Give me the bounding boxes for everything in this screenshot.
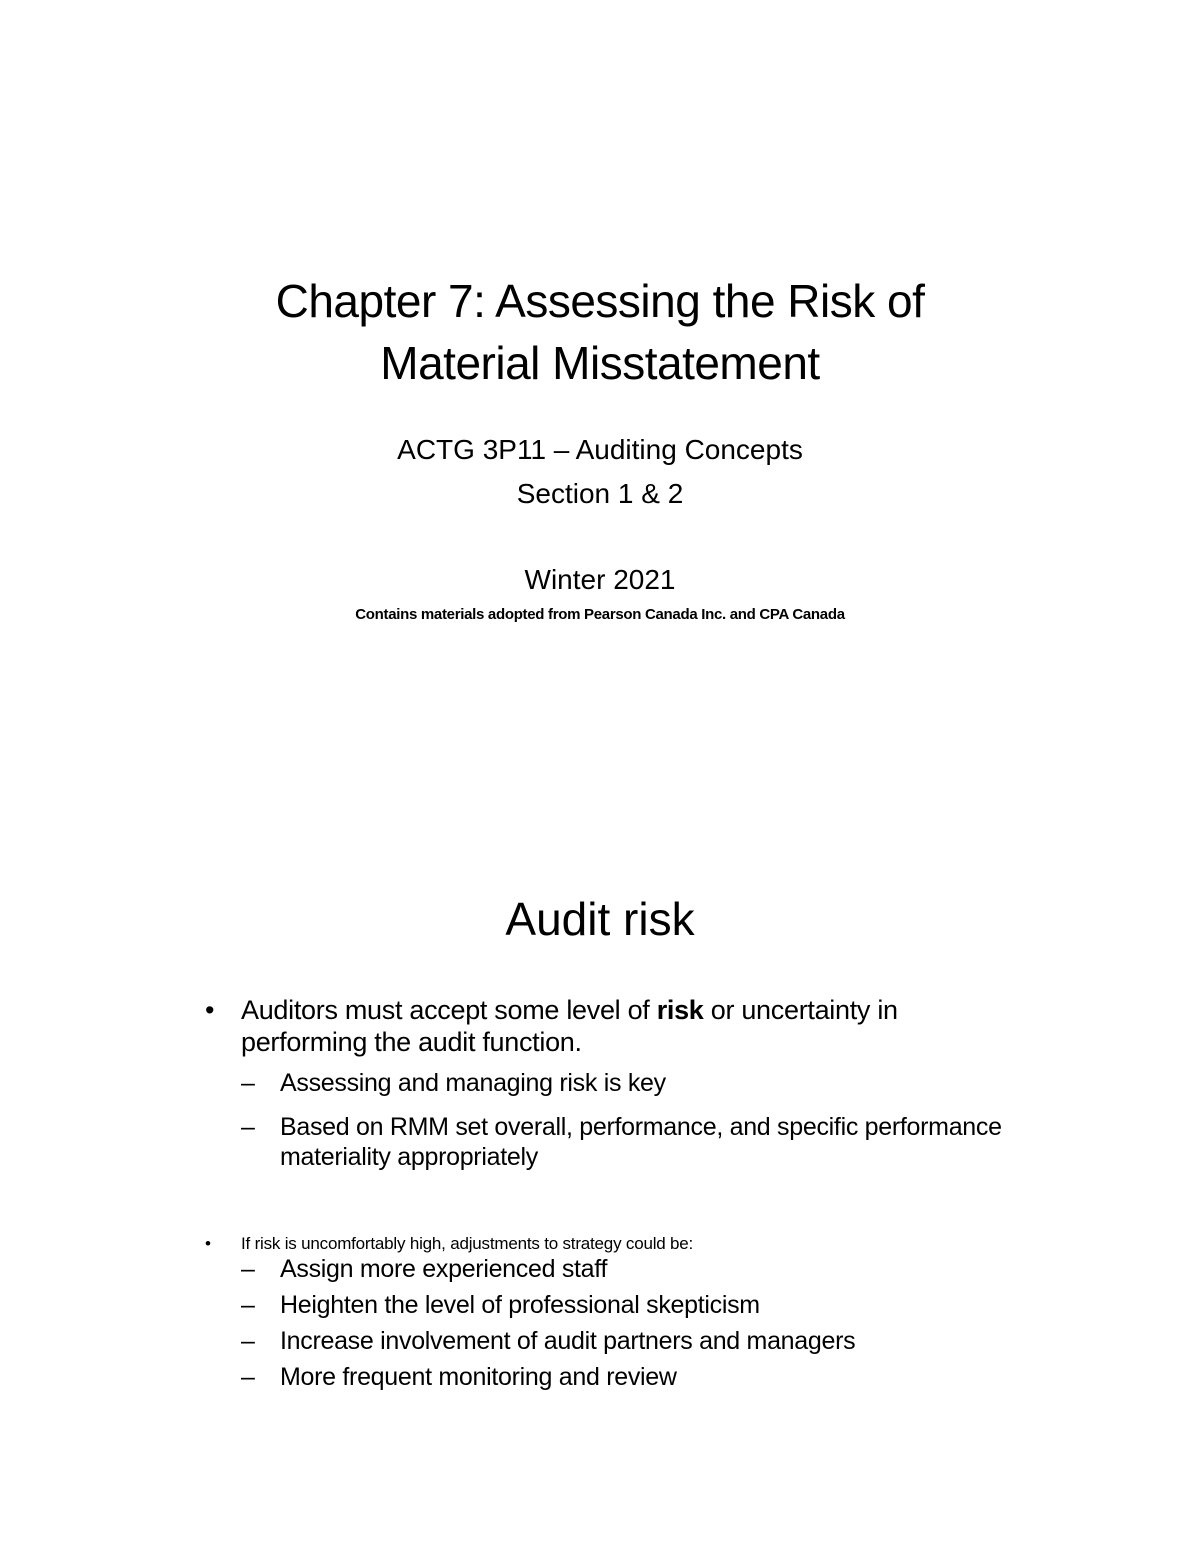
bullet-text-before: Auditors must accept some level of <box>241 995 657 1025</box>
dash-glyph: – <box>241 1327 255 1355</box>
dash-glyph: – <box>241 1363 255 1391</box>
audit-risk-slide <box>0 776 1200 1553</box>
bullet-item <box>205 994 1005 1172</box>
title-line-1: Chapter 7: Assessing the Risk of <box>275 275 925 327</box>
sub-bullet-item <box>241 1326 1005 1356</box>
slide-title: Audit risk <box>505 893 695 945</box>
sub-bullet-list <box>241 1254 1005 1392</box>
dash-glyph: – <box>241 1069 255 1097</box>
dash-glyph: – <box>241 1113 255 1141</box>
sub-bullet-item <box>241 1254 1005 1284</box>
sub-bullet-text: Heighten the level of professional skepticism <box>280 1291 760 1319</box>
title-slide <box>0 0 1200 776</box>
course-info <box>0 428 1200 516</box>
bullet-bold-word: risk <box>656 995 704 1025</box>
credit-note: Contains materials adopted from Pearson Canada Inc. and CPA Canada <box>355 606 845 623</box>
sub-bullet-text: Based on RMM set overall, performance, and specific performance materiality appropriately <box>280 1113 1002 1171</box>
dash-glyph: – <box>241 1291 255 1319</box>
slide-title <box>0 270 1200 394</box>
bullet-glyph: • <box>205 995 215 1025</box>
sub-bullet-text: Assessing and managing risk is key <box>280 1069 666 1097</box>
sub-bullet-item <box>241 1290 1005 1320</box>
sub-bullet-item <box>241 1112 1005 1172</box>
sub-bullet-item <box>241 1362 1005 1392</box>
title-line-2: Material Misstatement <box>380 337 820 389</box>
sub-bullet-list <box>241 1068 1005 1172</box>
bullet-glyph: • <box>205 1234 211 1253</box>
sub-bullet-item <box>241 1068 1005 1098</box>
sub-bullet-text: Increase involvement of audit partners and managers <box>280 1327 856 1355</box>
bullet-item <box>205 1234 1005 1392</box>
course-name: ACTG 3P11 – Auditing Concepts <box>397 434 803 465</box>
bullet-text-after: or uncertainty in performing the audit function. <box>241 995 898 1057</box>
sub-bullet-text: Assign more experienced staff <box>280 1255 608 1283</box>
bullet-text: If risk is uncomfortably high, adjustments to strategy could be: <box>241 1234 694 1253</box>
bullet-list <box>205 994 1005 1398</box>
term-label: Winter 2021 <box>524 564 676 595</box>
dash-glyph: – <box>241 1255 255 1283</box>
course-section: Section 1 & 2 <box>516 478 684 509</box>
sub-bullet-text: More frequent monitoring and review <box>280 1363 677 1391</box>
